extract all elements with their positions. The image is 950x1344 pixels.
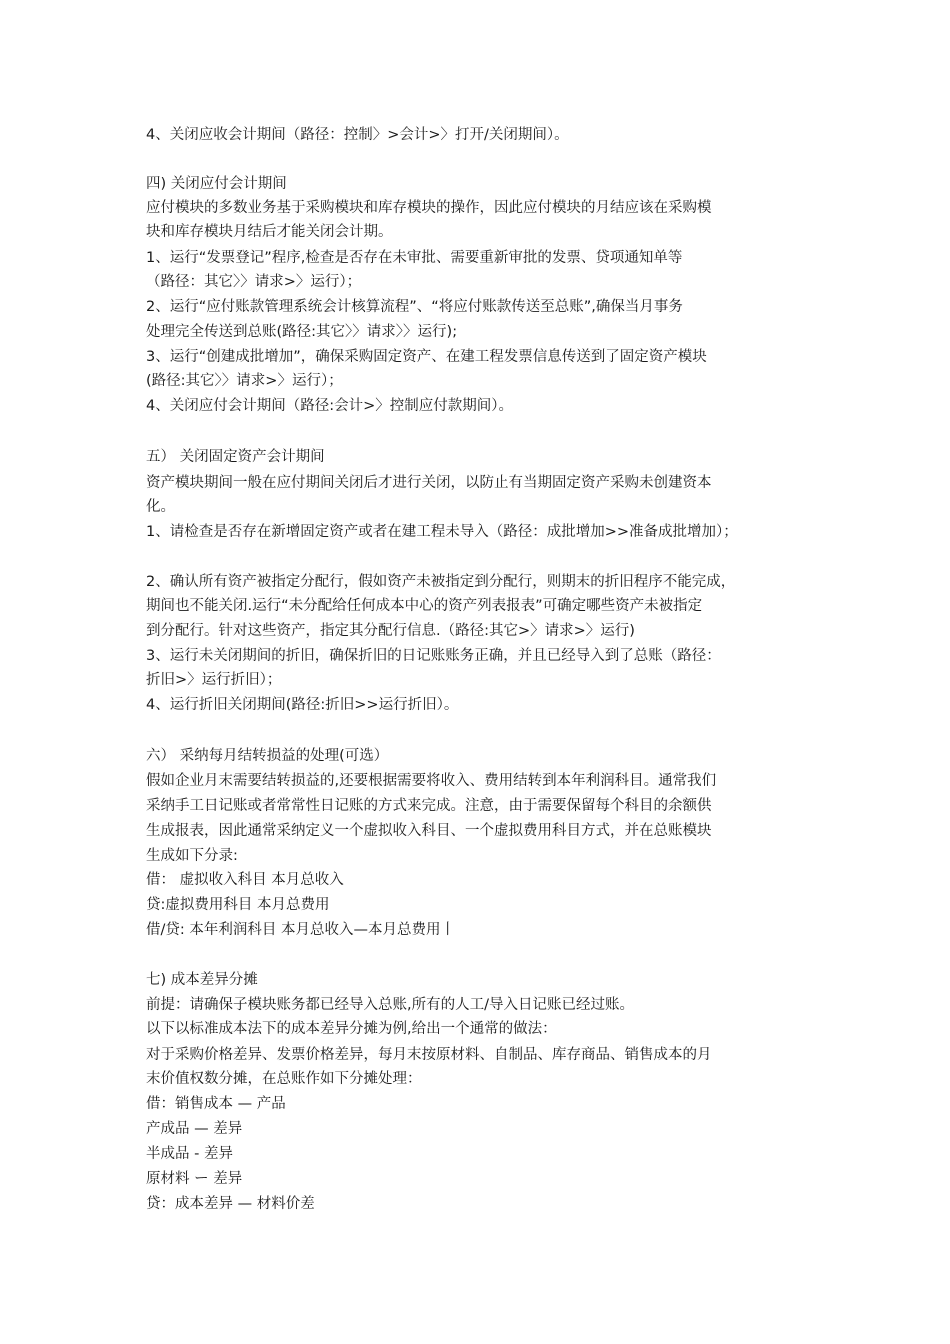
text-line: 化。 xyxy=(146,499,175,515)
text-line: 1、运行“发票登记”程序,检查是否存在未审批、需要重新审批的发票、贷项通知单等 xyxy=(146,250,683,266)
text-line: 折旧>〉运行折旧）； xyxy=(146,672,282,688)
text-line: 生成如下分录: xyxy=(146,848,238,864)
text-line: 3、运行未关闭期间的折旧，确保折旧的日记账账务正确，并且已经导入到了总账（路径： xyxy=(146,648,721,664)
text-line: 块和库存模块月结后才能关闭会计期。 xyxy=(146,224,393,240)
text-line: 4、运行折旧关闭期间(路径:折旧>>运行折旧）。 xyxy=(146,697,459,713)
journal-entry: 贷:虚拟费用科目 本月总费用 xyxy=(146,897,330,913)
text-line: 资产模块期间一般在应付期间关闭后才进行关闭，以防止有当期固定资产采购未创建资本 xyxy=(146,475,712,491)
text-line: 应付模块的多数业务基于采购模块和库存模块的操作，因此应付模块的月结应该在采购模 xyxy=(146,200,712,216)
text-line: 1、请检查是否存在新增固定资产或者在建工程未导入（路径：成批增加>>准备成批增加）； xyxy=(146,524,738,540)
journal-entry: 借： 虚拟收入科目 本月总收入 xyxy=(146,872,344,888)
text-line: 处理完全传送到总账(路径:其它〉〉请求〉〉运行); xyxy=(146,324,458,340)
journal-entry: 原材料 ー 差异 xyxy=(146,1171,243,1187)
text-line: 4、关闭应付会计期间（路径:会计>〉控制应付款期间）。 xyxy=(146,398,514,414)
section-heading: 五） 关闭固定资产会计期间 xyxy=(146,449,325,465)
text-line: 2、运行“应付账款管理系统会计核算流程”、“将应付账款传送至总账”,确保当月事务 xyxy=(146,299,683,315)
journal-entry: 贷：成本差异 — 材料价差 xyxy=(146,1196,315,1212)
text-line: 生成报表，因此通常采纳定义一个虚拟收入科目、一个虚拟费用科目方式，并在总账模块 xyxy=(146,823,712,839)
journal-entry: 借：销售成本 — 产品 xyxy=(146,1096,286,1112)
text-line: 2、确认所有资产被指定分配行，假如资产未被指定到分配行，则期末的折旧程序不能完成， xyxy=(146,574,736,590)
journal-entry: 产成品 — 差异 xyxy=(146,1121,243,1137)
section-heading: 七) 成本差异分摊 xyxy=(146,972,258,988)
text-line: 假如企业月末需要结转损益的,还要根据需要将收入、费用结转到本年利润科目。通常我们 xyxy=(146,773,717,789)
text-line: 3、运行“创建成批增加”，确保采购固定资产、在建工程发票信息传送到了固定资产模块 xyxy=(146,349,707,365)
text-line: 末价值权数分摊，在总账作如下分摊处理： xyxy=(146,1071,422,1087)
section-heading: 六） 采纳每月结转损益的处理(可选） xyxy=(146,748,389,764)
text-line: （路径：其它〉〉请求>〉运行）； xyxy=(146,274,362,290)
text-line: 4、关闭应收会计期间（路径：控制〉>会计>〉打开/关闭期间）。 xyxy=(146,127,569,143)
journal-entry: 半成品 - 差异 xyxy=(146,1146,233,1162)
text-line: 以下以标准成本法下的成本差异分摊为例,给出一个通常的做法： xyxy=(146,1021,557,1037)
section-heading: 四) 关闭应付会计期间 xyxy=(146,176,287,192)
text-line: 采纳手工日记账或者常常性日记账的方式来完成。注意，由于需要保留每个科目的余额供 xyxy=(146,798,712,814)
journal-entry: 借/贷: 本年利润科目 本月总收入—本月总费用丨 xyxy=(146,922,455,938)
text-line: 期间也不能关闭.运行“未分配给任何成本中心的资产列表报表”可确定哪些资产未被指定 xyxy=(146,598,703,614)
text-line: (路径:其它〉〉请求>〉运行）； xyxy=(146,373,343,389)
text-line: 到分配行。针对这些资产，指定其分配行信息.（路径:其它>〉请求>〉运行) xyxy=(146,623,635,639)
text-line: 前提：请确保子模块账务都已经导入总账,所有的人工/导入日记账已经过账。 xyxy=(146,997,634,1013)
text-line: 对于采购价格差异、发票价格差异，每月末按原材料、自制品、库存商品、销售成本的月 xyxy=(146,1047,712,1063)
